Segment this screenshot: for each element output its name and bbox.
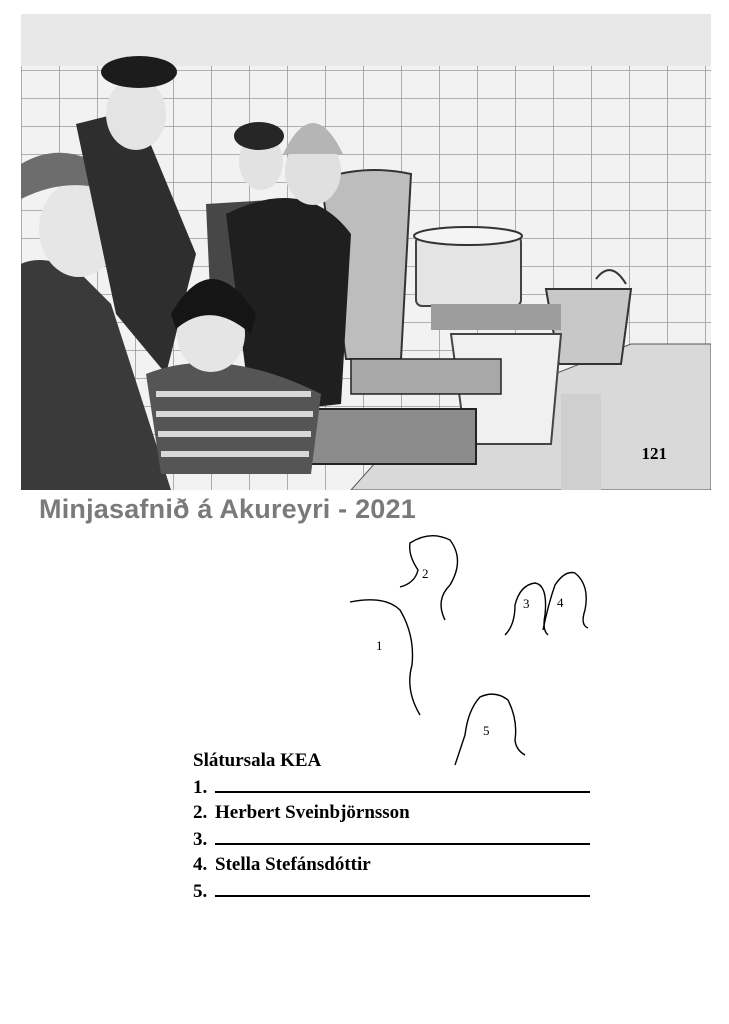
caption-block bbox=[193, 748, 613, 904]
sketch-outline-2 bbox=[400, 536, 458, 620]
entry-name: Herbert Sveinbjörnsson bbox=[215, 802, 410, 823]
entry-blank-line bbox=[215, 878, 590, 897]
entry-number: 2. bbox=[193, 802, 208, 823]
caption-entry-5 bbox=[193, 878, 613, 904]
museum-title: Minjasafnið á Akureyri - 2021 bbox=[39, 494, 416, 524]
archive-photo bbox=[21, 14, 711, 490]
entry-number: 4. bbox=[193, 854, 208, 875]
photo-illustration bbox=[21, 14, 711, 490]
sketch-label-4: 4 bbox=[557, 595, 564, 610]
photo-page-number: 121 bbox=[641, 444, 667, 463]
entry-name: Stella Stefánsdóttir bbox=[215, 854, 371, 875]
entry-blank-line bbox=[215, 774, 590, 793]
caption-entry-1 bbox=[193, 774, 613, 800]
identification-sketch bbox=[330, 525, 610, 775]
sketch-outline-1 bbox=[350, 600, 420, 715]
sketch-label-2: 2 bbox=[422, 566, 429, 581]
entry-blank-line bbox=[215, 826, 590, 845]
entry-number: 1. bbox=[193, 777, 208, 798]
caption-entry-4 bbox=[193, 852, 613, 878]
caption-entry-3 bbox=[193, 826, 613, 852]
sketch-outline-4 bbox=[543, 573, 588, 631]
entry-number: 5. bbox=[193, 881, 208, 902]
sketch-label-5: 5 bbox=[483, 723, 490, 738]
caption-entry-2 bbox=[193, 800, 613, 826]
entry-number: 3. bbox=[193, 829, 208, 850]
caption-title: Slátursala KEA bbox=[193, 750, 322, 771]
sketch-label-1: 1 bbox=[376, 638, 383, 653]
sketch-label-3: 3 bbox=[523, 596, 530, 611]
